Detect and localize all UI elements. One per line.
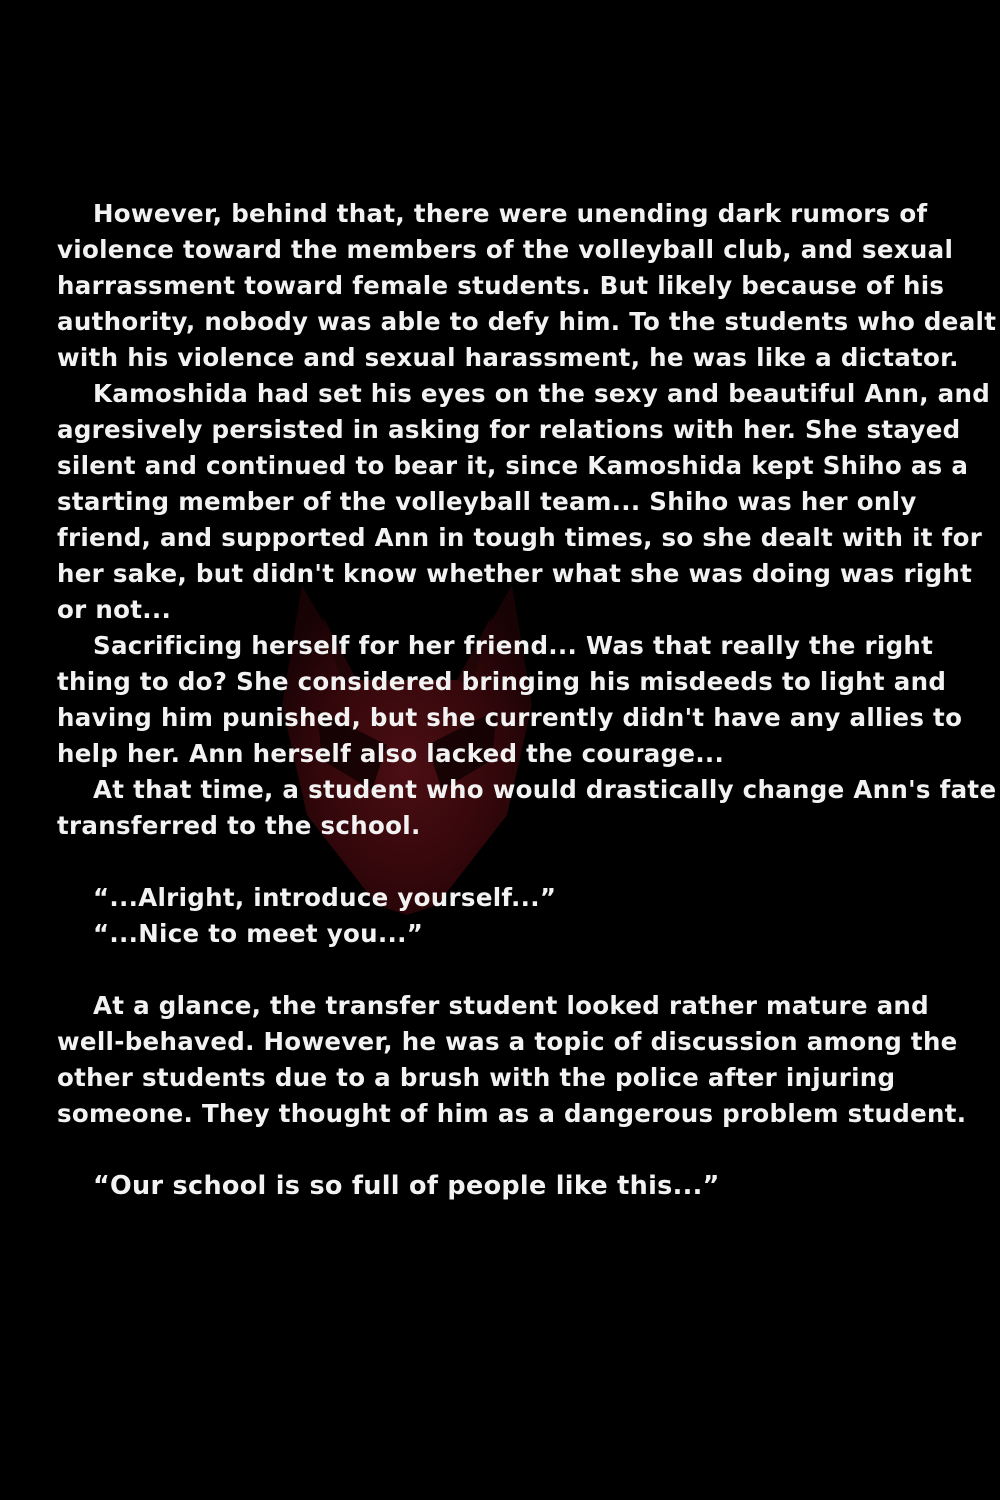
text-line: help her. Ann herself also lacked the courage... xyxy=(57,739,725,768)
dialogue-line: “...Alright, introduce yourself...” xyxy=(93,883,557,912)
text-line: violence toward the members of the volleyball club, and sexual xyxy=(57,235,954,264)
text-line: agresively persisted in asking for relations with her. She stayed xyxy=(57,415,961,444)
text-line: having him punished, but she currently didn't have any allies to xyxy=(57,703,963,732)
text-line: or not... xyxy=(57,595,172,624)
paragraph-gap xyxy=(57,1132,947,1168)
text-line: starting member of the volleyball team... Shiho was her only xyxy=(57,487,917,516)
text-line: someone. They thought of him as a dangerous problem student. xyxy=(57,1099,967,1128)
text-line: with his violence and sexual harassment, he was like a dictator. xyxy=(57,343,959,372)
text-line: other students due to a brush with the police after injuring xyxy=(57,1063,896,1092)
text-line: authority, nobody was able to defy him. To the students who dealt xyxy=(57,307,997,336)
text-line: silent and continued to bear it, since Kamoshida kept Shiho as a xyxy=(57,451,969,480)
text-line: However, behind that, there were unending dark rumors of xyxy=(93,199,928,228)
text-line: Kamoshida had set his eyes on the sexy and beautiful Ann, and xyxy=(93,379,991,408)
text-line: harrassment toward female students. But likely because of his xyxy=(57,271,945,300)
text-line: thing to do? She considered bringing his misdeeds to light and xyxy=(57,667,947,696)
text-line: At that time, a student who would drastically change Ann's fate xyxy=(93,775,997,804)
text-line: Sacrificing herself for her friend... Was that really the right xyxy=(93,631,934,660)
paragraph-gap xyxy=(57,952,947,988)
text-line: transferred to the school. xyxy=(57,811,421,840)
text-line: well-behaved. However, he was a topic of discussion among the xyxy=(57,1027,958,1056)
dialogue-line: “...Nice to meet you...” xyxy=(93,919,424,948)
emphasized-dialogue-line: “Our school is so full of people like this...” xyxy=(93,1171,720,1201)
story-text xyxy=(57,196,997,1204)
text-line: friend, and supported Ann in tough times, so she dealt with it for xyxy=(57,523,983,552)
text-line: her sake, but didn't know whether what she was doing was right xyxy=(57,559,973,588)
text-line: At a glance, the transfer student looked rather mature and xyxy=(93,991,929,1020)
paragraph-gap xyxy=(57,844,947,880)
